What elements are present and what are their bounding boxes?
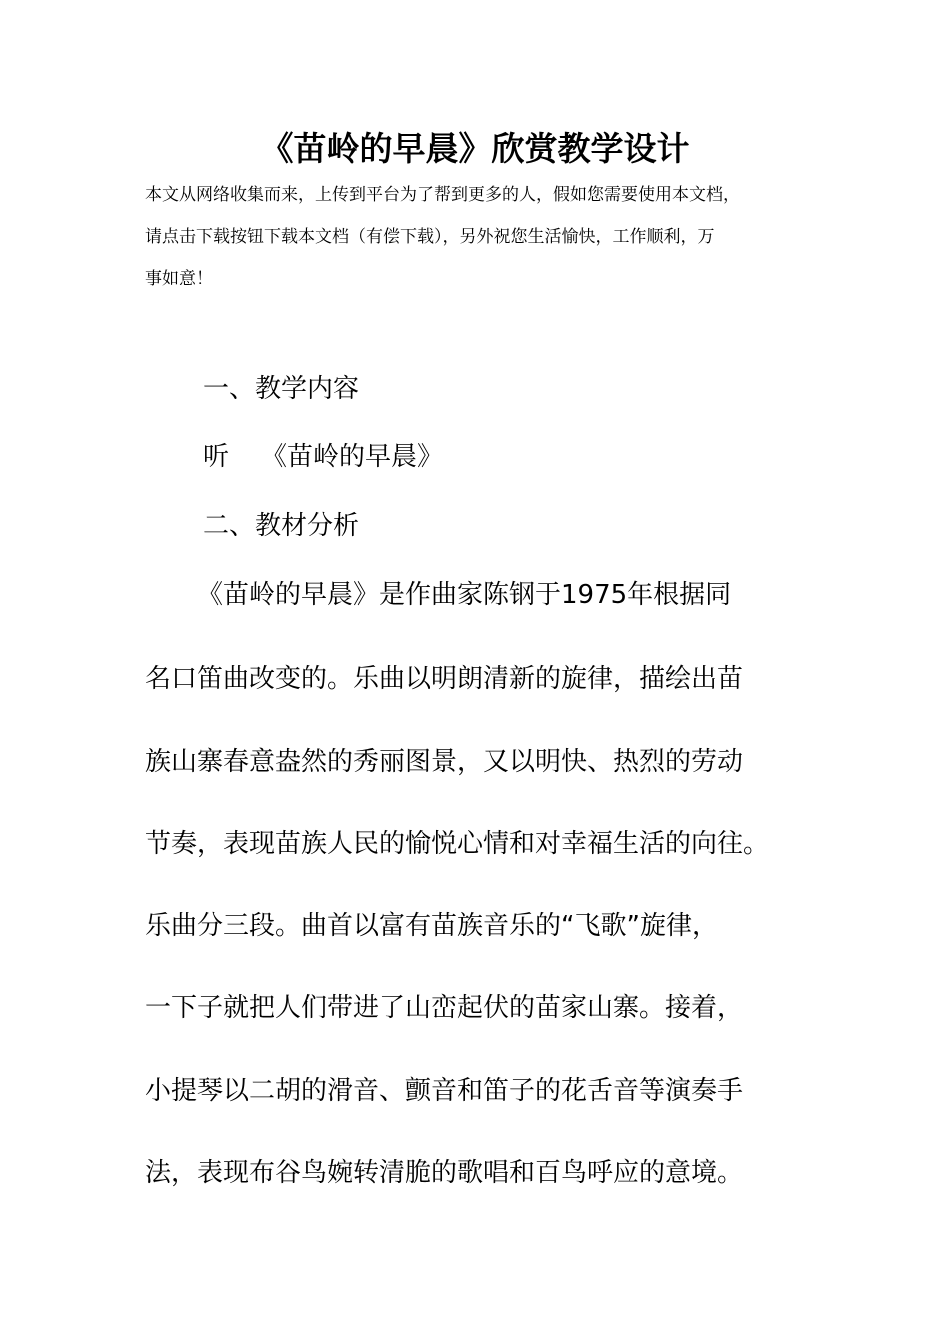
paragraph-line: 名口笛曲改变的。乐曲以明朗清新的旋律，描绘出苗 xyxy=(145,664,744,694)
notice-line: 本文从网络收集而来，上传到平台为了帮到更多的人，假如您需要使用本文档， xyxy=(145,185,740,205)
section-heading-material-analysis: 二、教材分析 xyxy=(203,511,360,541)
paragraph-line: 族山寨春意盎然的秀丽图景，又以明快、热烈的劳动 xyxy=(145,747,744,777)
paragraph-line: 小提琴以二胡的滑音、颤音和笛子的花舌音等演奏手 xyxy=(145,1076,744,1106)
paragraph-line: 乐曲分三段。曲首以富有苗族音乐的“飞歌”旋律， xyxy=(145,911,718,941)
section-heading-teaching-content: 一、教学内容 xyxy=(203,374,360,404)
paragraph-line: 《苗岭的早晨》是作曲家陈钢于1975年根据同 xyxy=(197,580,732,610)
paragraph-line: 一下子就把人们带进了山峦起伏的苗家山寨。接着， xyxy=(145,993,744,1023)
download-notice xyxy=(145,174,825,300)
listen-label: 听 xyxy=(203,442,230,472)
document-title: 《苗岭的早晨》欣赏教学设计 xyxy=(260,129,690,168)
paragraph-line: 法，表现布谷鸟婉转清脆的歌唱和百鸟呼应的意境。 xyxy=(145,1158,744,1188)
notice-line: 事如意！ xyxy=(145,269,213,289)
paragraph-line: 节奏，表现苗族人民的愉悦心情和对幸福生活的向往。 xyxy=(145,829,770,859)
notice-line: 请点击下载按钮下载本文档（有偿下载），另外祝您生活愉快，工作顺利，万 xyxy=(145,227,715,247)
listen-piece-title: 《苗岭的早晨》 xyxy=(261,442,444,472)
